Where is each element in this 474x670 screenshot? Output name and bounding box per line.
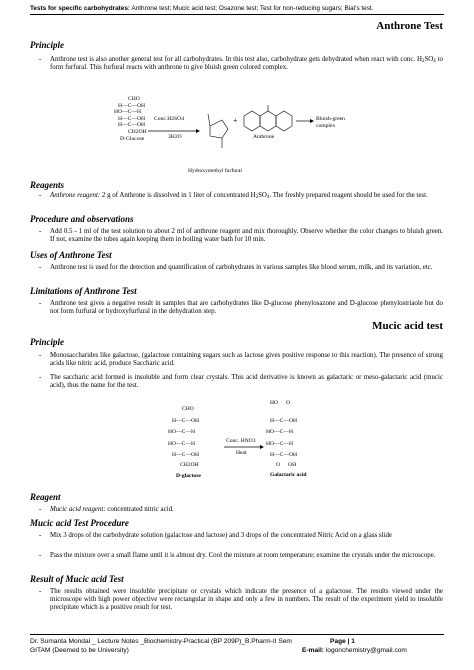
page-footer	[30, 634, 444, 656]
mucic-procedure-heading: Mucic acid Test Procedure	[30, 518, 129, 528]
reagent-top-label: Conc.H2SO4	[154, 116, 184, 122]
mucic-reagent-top: Conc. HNO3	[226, 438, 256, 444]
glucose-structure: CHO H—C—OH HO—C—H H—C—OH H—C—OH CH2OH D-Glucose	[114, 96, 147, 142]
anthrone-arrows	[110, 96, 360, 174]
mucic-procedure-text-1: - Mix 3 drops of the carbohydrate solution (galactose and lactose) and 3 drops of the concentrated Nitric Acid on a glass slide	[50, 532, 443, 540]
furfural-label: Hydroxymethyl furfural	[188, 168, 242, 174]
anthrone-limitations-heading: Limitations of Anthrone Test	[30, 286, 137, 296]
anthrone-procedure-heading: Procedure and observations	[30, 214, 134, 224]
mucic-principle-text-1: - Monosaccharides like galactose, (galactose containing sugars such as lactose gives positive response to this reaction). The presence of strong acids like nitric acid, produce Saccharic acid.	[50, 352, 443, 368]
reagent-bottom-label: 3H2O	[168, 134, 182, 140]
mucic-reagent-heading: Reagent	[30, 492, 61, 502]
mucic-title: Mucic acid test	[372, 320, 443, 332]
anthrone-reagent-text: - Anthrone reagent: 2 g of Anthrone is dissolved in 1 liter of concentrated $H_2SO_4$. The freshly prepared reagent should be used for the test.	[50, 192, 443, 200]
anthrone-limitations-text: - Anthrone test gives a negative result in samples that are carbohydrates like D-glucose phenylosazone and D-glucose phenylostriaole but do not form furfural or hydroxyfurfural in the dehydration step.	[50, 300, 443, 316]
mucic-reaction-diagram	[170, 400, 330, 496]
mucic-principle-text-2: - The saccharic acid formed is insoluble and form clear crystals. This acid derivative is known as galactaric or meso-galactaric acid (mucic acid), thus the name for the test.	[50, 374, 443, 390]
page-header	[30, 5, 444, 15]
header-bold: Tests for specific carbohydrates:	[30, 5, 131, 12]
mucic-reagent-text: - Mucic acid reagent: concentrated nitric acid.	[50, 506, 443, 514]
mucic-principle-heading: Principle	[30, 337, 64, 347]
plus-sign: +	[233, 116, 238, 125]
anthrone-title: Anthrone Test	[376, 20, 443, 32]
galactose-structure: CHO H—C—OH HO—C—H HO—C—H H—C—OH CH2OH D-glactose	[168, 406, 201, 479]
galactaric-structure: HO O H—C—OH HO—C—H HO—C—H H—C—OH O OH Galactaric acid	[266, 400, 307, 478]
anthrone-uses-text: - Anthrone test is used for the detection and quantification of carbohydrates in various samples like blood serum, milk, and its variation, etc.	[50, 264, 443, 272]
footer-email: E-mail: logonchemistry@gmail.com	[302, 647, 407, 654]
mucic-reagent-bottom: Heat	[236, 450, 247, 456]
anthrone-principle-text: - Anthrone test is also another general test for all carbohydrates. In this test also, carbohydrate gets dehydrated when react with conc. $H_2SO_4$ to form furfural. This furfural reacts with anthrone to give bluish green colored complex.	[50, 56, 443, 72]
anthrone-procedure-text: - Add 0.5 - 1 ml of the test solution to about 2 ml of anthrone reagent and mix thoroughly. Observe whether the color changes to bluish green. If not, examine the tubes again keeping them in boiling water bath for 10 min.	[50, 228, 443, 244]
footer-institution: GITAM (Deemed to be University)	[30, 647, 129, 654]
anthrone-reaction-diagram	[110, 96, 360, 174]
mucic-result-heading: Result of Mucic acid Test	[30, 574, 124, 584]
page-number: Page | 1	[330, 638, 355, 645]
mucic-result-text: - The results obtained were insoluble precipitate or crystals which indicate the presence of a galactose. The results viewed under the microscope with high power objective were rectangular in shape and only a few in numbers. The result of the experiment yield to insoluble precipitate which is a positive result for test.	[50, 588, 443, 613]
anthrone-reagents-heading: Reagents	[30, 180, 65, 190]
product-label: Bluish-green complex	[316, 116, 345, 129]
anthrone-principle-heading: Principle	[30, 40, 64, 50]
footer-author-line: Dr. Sumanta Mondal _ Lecture Notes _Biochemistry-Practical (BP 209P)_B.Pharm-II Sem	[30, 638, 292, 645]
anthrone-uses-heading: Uses of Anthrone Test	[30, 250, 112, 260]
header-text: Anthrone test; Mucic acid test; Osazone test; Test for non-reducing sugars; Bial’s test.	[130, 5, 374, 12]
anthrone-label: Anthrone	[253, 134, 275, 140]
mucic-procedure-text-2: - Pass the mixture over a small flame until it is almost dry. Cool the mixture at room temperature; examine the crystals under the microscope.	[50, 552, 443, 560]
